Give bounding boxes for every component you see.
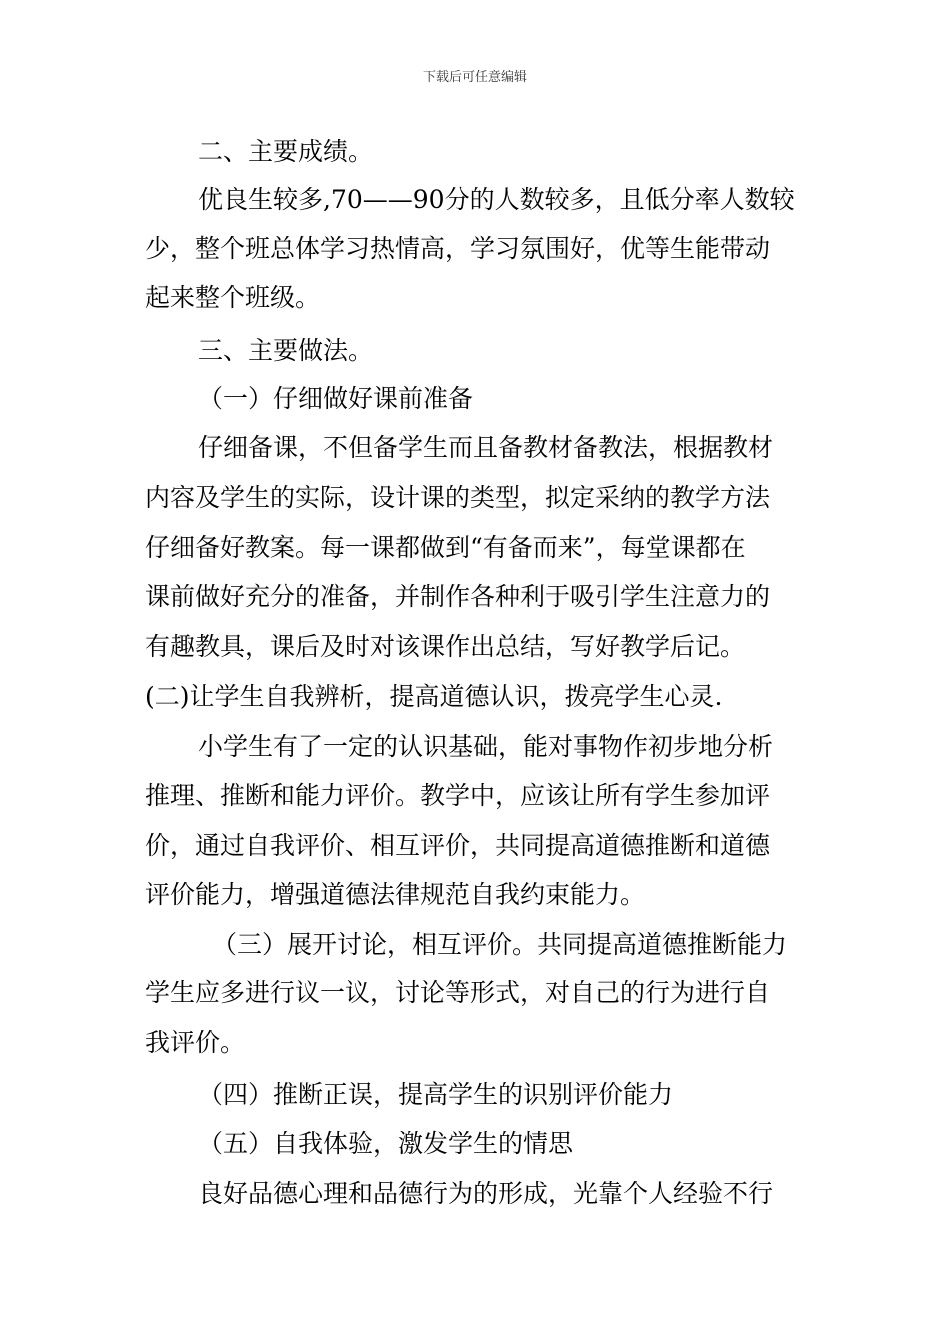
paragraph-line: 评价能力，增强道德法律规范自我约束能力。 (145, 880, 646, 909)
page-header-note: 下载后可任意编辑 (422, 70, 527, 85)
heading-achievements: 二、主要成绩。 (198, 137, 374, 166)
paragraph-line: 仔细备课，不但备学生而且备教材备教法，根据教材 (198, 433, 774, 462)
subheading-2: (二)让学生自我辨析，提高道德认识，拨亮学生心灵. (145, 682, 723, 711)
paragraph-line: 少，整个班总体学习热情高，学习氛围好，优等生能带动 (145, 234, 771, 263)
paragraph-line: 我评价。 (145, 1028, 246, 1057)
paragraph-line: 小学生有了一定的认识基础，能对事物作初步地分析 (198, 732, 774, 761)
paragraph-line: 学生应多进行议一议，讨论等形式，对自己的行为进行自 (145, 978, 771, 1007)
subheading-5: （五）自我体验，激发学生的情思 (198, 1129, 574, 1158)
paragraph-line: 起来整个班级。 (145, 283, 321, 312)
paragraph-line: 课前做好充分的准备，并制作各种利于吸引学生注意力的 (145, 582, 771, 611)
paragraph-line: 价，通过自我评价、相互评价，共同提高道德推断和道德 (145, 831, 771, 860)
subheading-4: （四）推断正误，提高学生的识别评价能力 (198, 1080, 674, 1109)
paragraph-line: 优良生较多,70——90分的人数较多，且低分率人数较 (198, 185, 795, 214)
paragraph-line: 推理、推断和能力评价。教学中，应该让所有学生参加评 (145, 781, 771, 810)
subheading-1: （一）仔细做好课前准备 (198, 384, 474, 413)
heading-methods: 三、主要做法。 (198, 336, 374, 365)
subheading-3: （三）展开讨论，相互评价。共同提高道德推断能力 (212, 930, 788, 959)
paragraph-line: 仔细备好教案。每一课都做到“有备而来”，每堂课都在 (145, 533, 746, 562)
paragraph-line: 良好品德心理和品德行为的形成，光靠个人经验不行 (198, 1179, 774, 1208)
paragraph-line: 有趣教具，课后及时对该课作出总结，写好教学后记。 (145, 632, 746, 661)
paragraph-line: 内容及学生的实际，设计课的类型，拟定采纳的教学方法 (145, 483, 771, 512)
